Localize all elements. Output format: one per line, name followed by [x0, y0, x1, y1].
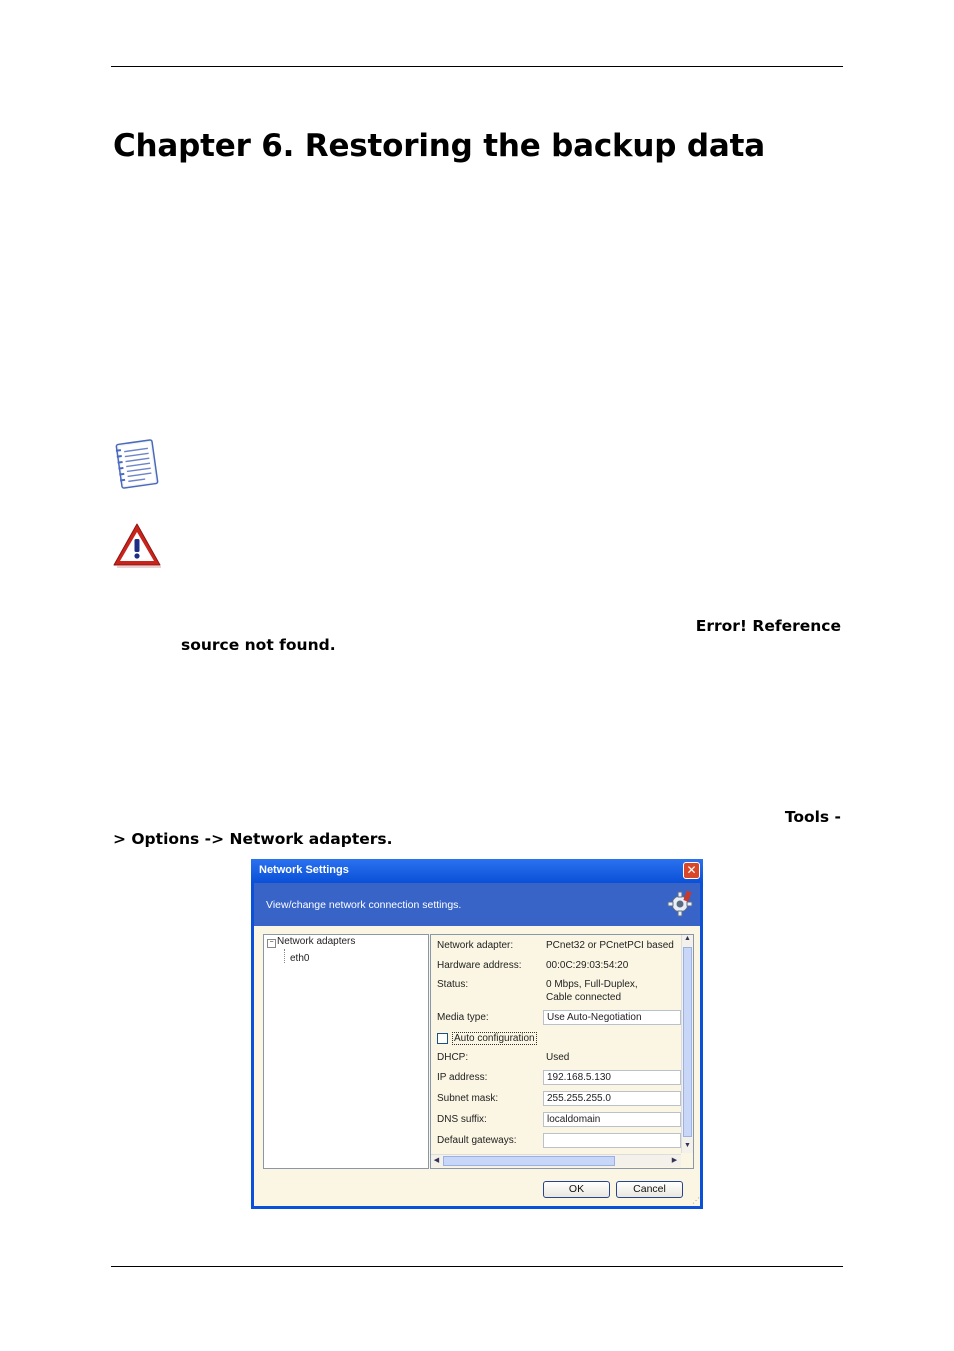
hardware-address-label: Hardware address:: [437, 960, 522, 971]
vertical-scroll-thumb[interactable]: [683, 947, 692, 1137]
dhcp-value: Used: [546, 1052, 570, 1063]
dns-suffix-label: DNS suffix:: [437, 1114, 487, 1125]
status-value-line-2: Cable connected: [546, 992, 622, 1003]
menu-path-text-1: Tools -: [784, 808, 841, 826]
adapter-tree[interactable]: [263, 934, 429, 1169]
footer-rule: [111, 1266, 843, 1267]
network-adapter-label: Network adapter:: [437, 940, 514, 951]
media-type-label: Media type:: [437, 1012, 489, 1023]
ip-address-field[interactable]: 192.168.5.130: [543, 1070, 681, 1085]
network-adapter-value: PCnet32 or PCnetPCI based: [546, 940, 674, 951]
scroll-left-icon[interactable]: ◀: [433, 1157, 440, 1164]
ip-address-label: IP address:: [437, 1072, 488, 1083]
status-label: Status:: [437, 979, 469, 990]
close-icon[interactable]: ✕: [683, 862, 700, 879]
hardware-address-value: 00:0C:29:03:54:20: [546, 960, 629, 971]
tree-connector: [284, 949, 286, 963]
dialog-subtitle: View/change network connection settings.: [266, 899, 462, 911]
horizontal-scrollbar[interactable]: [431, 1154, 681, 1167]
default-gateways-label: Default gateways:: [437, 1135, 517, 1146]
tree-item-eth0[interactable]: eth0: [290, 953, 310, 964]
default-gateways-field[interactable]: [543, 1133, 681, 1148]
menu-path-text-2: > Options -> Network adapters.: [113, 830, 393, 848]
media-type-select[interactable]: Use Auto-Negotiation: [543, 1010, 681, 1025]
dialog-body: [254, 926, 700, 1206]
chapter-title: Chapter 6. Restoring the backup data: [113, 128, 765, 164]
adapter-properties-panel: [430, 934, 694, 1169]
dialog-titlebar[interactable]: [251, 859, 703, 883]
scroll-down-icon[interactable]: ▼: [684, 1142, 691, 1149]
scroll-right-icon[interactable]: ▶: [671, 1157, 678, 1164]
error-reference-text-1: Error! Reference: [695, 617, 841, 635]
scroll-up-icon[interactable]: ▲: [684, 935, 691, 942]
dialog-title: Network Settings: [259, 864, 349, 876]
status-value-line-1: 0 Mbps, Full-Duplex,: [546, 979, 638, 990]
tree-expander[interactable]: −: [267, 939, 276, 948]
auto-configuration-label[interactable]: Auto configuration: [454, 1033, 535, 1044]
warning-icon: [111, 521, 163, 569]
auto-configuration-checkbox[interactable]: [437, 1033, 448, 1044]
resize-grip-icon[interactable]: ⋰: [692, 1196, 700, 1205]
ok-button[interactable]: OK: [543, 1181, 610, 1198]
tree-item-network-adapters[interactable]: Network adapters: [277, 936, 356, 947]
vertical-scrollbar[interactable]: [681, 935, 693, 1153]
dialog-header: [254, 883, 700, 926]
header-rule: [111, 66, 843, 67]
error-reference-text-2: source not found.: [181, 636, 336, 654]
subnet-mask-field[interactable]: 255.255.255.0: [543, 1091, 681, 1106]
horizontal-scroll-thumb[interactable]: [443, 1156, 615, 1166]
cancel-button[interactable]: Cancel: [616, 1181, 683, 1198]
dhcp-label: DHCP:: [437, 1052, 469, 1063]
gear-icon: [666, 889, 694, 917]
subnet-mask-label: Subnet mask:: [437, 1093, 499, 1104]
network-settings-dialog: [251, 859, 703, 1209]
note-icon: [111, 436, 163, 492]
dns-suffix-field[interactable]: localdomain: [543, 1112, 681, 1127]
